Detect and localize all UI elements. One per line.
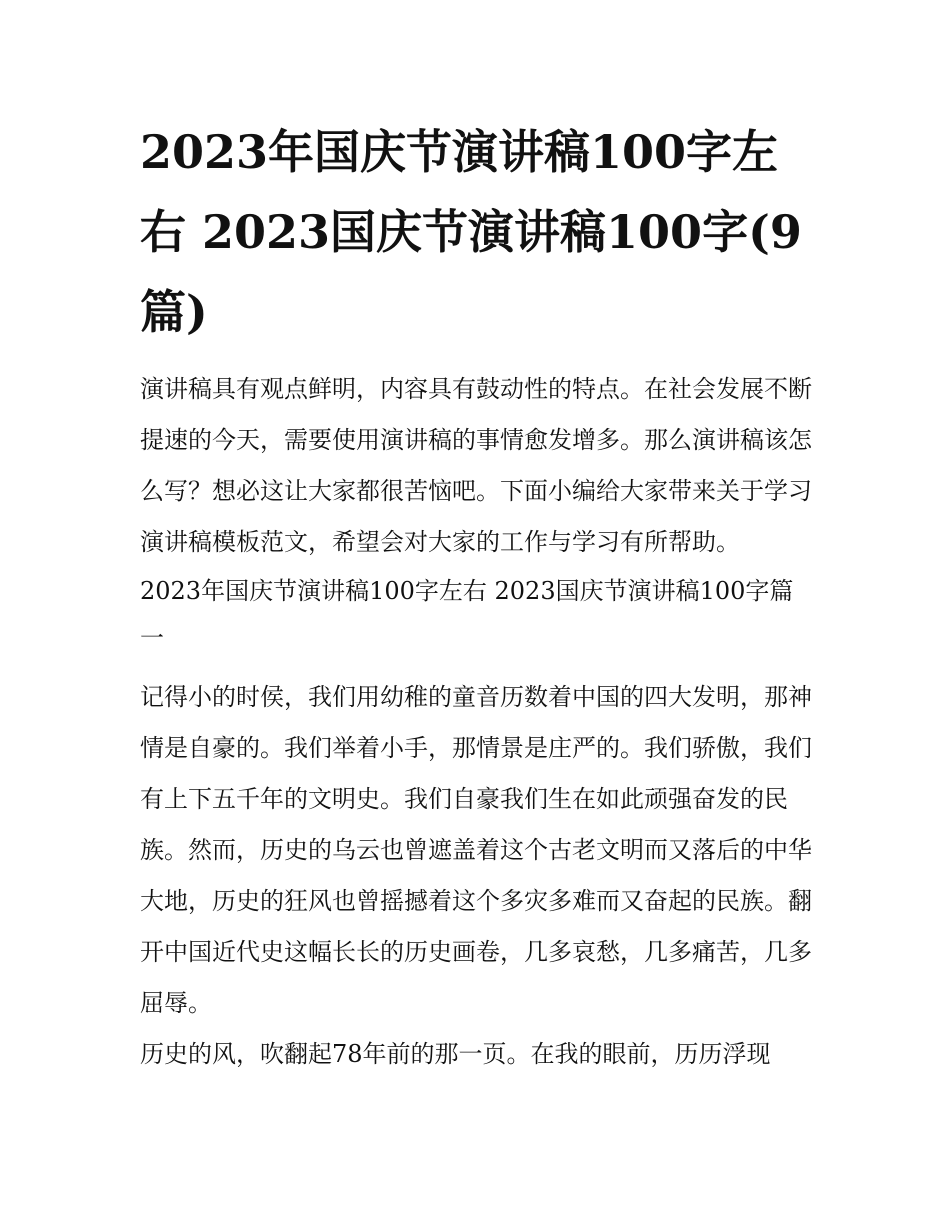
body-paragraph-1: 记得小的时侯，我们用幼稚的童音历数着中国的四大发明，那神情是自豪的。我们举着小手，那情景是庄严的。我们骄傲，我们有上下五千年的文明史。我们自豪我们生在如此顽强奋发的民族。然而，历史的乌云也曾遮盖着这个古老文明而又落后的中华大地，历史的狂风也曾摇撼着这个多灾多难而又奋起的民族。翻开中国近代史这幅长长的历史画卷，几多哀愁，几多痛苦，几多屈辱。 (140, 683, 812, 1017)
section-heading: 2023年国庆节演讲稿100字左右 2023国庆节演讲稿100字篇一 (140, 577, 794, 652)
document-page (140, 112, 815, 1080)
intro-paragraph: 演讲稿具有观点鲜明，内容具有鼓动性的特点。在社会发展不断提速的今天，需要使用演讲稿的事情愈发增多。那么演讲稿该怎么写？想必这让大家都很苦恼吧。下面小编给大家带来关于学习演讲稿模板范文，希望会对大家的工作与学习有所帮助。 (140, 375, 812, 556)
body-paragraph-2: 历史的风，吹翻起78年前的那一页。在我的眼前，历历浮现 (140, 1040, 771, 1068)
document-title: 2023年国庆节演讲稿100字左右 2023国庆节演讲稿100字(9篇) (140, 125, 802, 339)
